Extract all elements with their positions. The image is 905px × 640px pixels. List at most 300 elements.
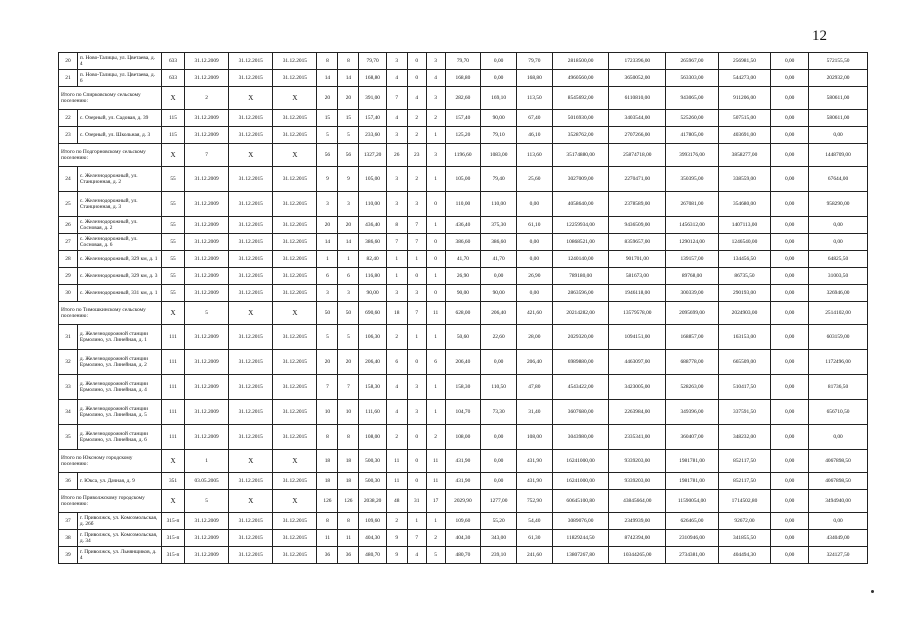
value-cell-c5: 1 <box>317 251 338 268</box>
value-cell-c14: 789180,00 <box>552 268 609 285</box>
value-cell-c12: 1083,00 <box>481 144 517 167</box>
value-cell-c4: 31.12.2015 <box>273 473 317 490</box>
value-cell-c14: 2863596,00 <box>552 285 609 302</box>
value-cell-c19: 2514102,00 <box>809 302 868 325</box>
value-cell-c12: 41,70 <box>481 251 517 268</box>
value-cell-c1: 55 <box>161 234 184 251</box>
value-cell-c6: 10 <box>338 400 359 425</box>
resettlement-table-container <box>58 52 868 564</box>
value-cell-c18: 0,00 <box>771 251 809 268</box>
value-cell-c18: 0,00 <box>771 400 809 425</box>
value-cell-c8: 3 <box>386 192 407 217</box>
value-cell-c1: 111 <box>161 325 184 350</box>
value-cell-c10: 6 <box>426 350 445 375</box>
value-cell-c10: 11 <box>426 302 445 325</box>
value-cell-c12: 0,00 <box>481 53 517 70</box>
page-number: 12 <box>812 28 827 44</box>
value-cell-c15: 9339203,00 <box>609 473 666 490</box>
value-cell-c2: 31.12.2009 <box>185 251 229 268</box>
value-cell-c14: 2818500,00 <box>552 53 609 70</box>
value-cell-c12: 206,40 <box>481 302 517 325</box>
value-cell-c11: 404,30 <box>445 530 481 547</box>
address-cell: с. Озерный, ул. Садовая, д. 39 <box>77 110 161 127</box>
value-cell-c7: 116,80 <box>359 268 386 285</box>
value-cell-c13: 108,00 <box>517 425 553 450</box>
value-cell-c14: 4960560,00 <box>552 70 609 87</box>
value-cell-c14: 1240140,00 <box>552 251 609 268</box>
value-cell-c7: 109,60 <box>359 513 386 530</box>
value-cell-c4: 31.12.2015 <box>273 350 317 375</box>
value-cell-c12: 110,00 <box>481 192 517 217</box>
value-cell-c2: 31.12.2009 <box>185 110 229 127</box>
value-cell-c1: 315-п <box>161 547 184 564</box>
value-cell-c13: 0,00 <box>517 285 553 302</box>
table-row <box>59 513 868 530</box>
value-cell-c9: 0 <box>407 350 426 375</box>
value-cell-c4: 31.12.2015 <box>273 127 317 144</box>
value-cell-c16: 2310946,00 <box>666 530 719 547</box>
value-cell-c4: 31.12.2015 <box>273 547 317 564</box>
value-cell-c1: 55 <box>161 251 184 268</box>
value-cell-c8: 1 <box>386 268 407 285</box>
value-cell-c14: 20214282,00 <box>552 302 609 325</box>
value-cell-c11: 480,70 <box>445 547 481 564</box>
value-cell-c19: 67644,00 <box>809 167 868 192</box>
address-cell: д. Железнодорожной станции Ермолино, ул. Линейная, д. 5 <box>77 400 161 425</box>
value-cell-c16: 89768,00 <box>666 268 719 285</box>
value-cell-c15: 4463097,00 <box>609 350 666 375</box>
value-cell-c11: 628,00 <box>445 302 481 325</box>
value-cell-c12: 0,00 <box>481 473 517 490</box>
value-cell-c17: 3858277,00 <box>718 144 771 167</box>
value-cell-c8: 7 <box>386 87 407 110</box>
value-cell-c5: 8 <box>317 513 338 530</box>
value-cell-c16: 1981781,00 <box>666 450 719 473</box>
value-cell-c9: 2 <box>407 127 426 144</box>
value-cell-c7: 500,30 <box>359 473 386 490</box>
value-cell-c9: 3 <box>407 400 426 425</box>
subtotal-label: Итого по Юксному городскому поселению: <box>59 450 162 473</box>
value-cell-c17: 404494,30 <box>718 547 771 564</box>
value-cell-c18: 0,00 <box>771 87 809 110</box>
table-row <box>59 234 868 251</box>
value-cell-c3: 31.12.2015 <box>229 375 273 400</box>
value-cell-c12: 0,00 <box>481 425 517 450</box>
value-cell-c10: 0 <box>426 234 445 251</box>
value-cell-c17: 256981,50 <box>718 53 771 70</box>
value-cell-c9: 0 <box>407 268 426 285</box>
value-cell-c16: 350395,00 <box>666 167 719 192</box>
value-cell-c2: 31.12.2009 <box>185 53 229 70</box>
row-number-cell: 30 <box>59 285 78 302</box>
value-cell-c17: 510417,50 <box>718 375 771 400</box>
value-cell-c6: 15 <box>338 110 359 127</box>
value-cell-c6: 9 <box>338 167 359 192</box>
value-cell-c8: 4 <box>386 70 407 87</box>
row-number-cell: 23 <box>59 127 78 144</box>
value-cell-c3: 31.12.2015 <box>229 547 273 564</box>
value-cell-c12: 0,00 <box>481 70 517 87</box>
value-cell-c14: 11829244,50 <box>552 530 609 547</box>
value-cell-c3: 31.12.2015 <box>229 167 273 192</box>
value-cell-c9: 7 <box>407 530 426 547</box>
value-cell-c6: 5 <box>338 325 359 350</box>
value-cell-c3: X <box>229 302 273 325</box>
value-cell-c17: 507515,00 <box>718 110 771 127</box>
value-cell-c4: 31.12.2015 <box>273 70 317 87</box>
value-cell-c14: 3043980,00 <box>552 425 609 450</box>
value-cell-c17: 348232,00 <box>718 425 771 450</box>
value-cell-c16: 2095699,00 <box>666 302 719 325</box>
value-cell-c5: 14 <box>317 70 338 87</box>
value-cell-c13: 28,00 <box>517 325 553 350</box>
value-cell-c7: 690,60 <box>359 302 386 325</box>
value-cell-c11: 431,90 <box>445 450 481 473</box>
table-row <box>59 325 868 350</box>
value-cell-c17: 134456,50 <box>718 251 771 268</box>
table-row <box>59 530 868 547</box>
row-number-cell: 38 <box>59 530 78 547</box>
value-cell-c9: 0 <box>407 425 426 450</box>
value-cell-c4: X <box>273 490 317 513</box>
value-cell-c13: 61,10 <box>517 217 553 234</box>
value-cell-c5: 18 <box>317 450 338 473</box>
value-cell-c13: 47,80 <box>517 375 553 400</box>
value-cell-c15: 901701,00 <box>609 251 666 268</box>
value-cell-c18: 0,00 <box>771 547 809 564</box>
value-cell-c5: 18 <box>317 473 338 490</box>
table-row <box>59 268 868 285</box>
value-cell-c4: X <box>273 87 317 110</box>
value-cell-c17: 1246540,00 <box>718 234 771 251</box>
value-cell-c6: 3 <box>338 285 359 302</box>
value-cell-c2: 31.12.2009 <box>185 375 229 400</box>
value-cell-c9: 3 <box>407 375 426 400</box>
value-cell-c2: 31.12.2009 <box>185 285 229 302</box>
value-cell-c13: 431,90 <box>517 450 553 473</box>
value-cell-c8: 9 <box>386 547 407 564</box>
value-cell-c1: 111 <box>161 350 184 375</box>
value-cell-c11: 79,70 <box>445 53 481 70</box>
row-number-cell: 21 <box>59 70 78 87</box>
value-cell-c4: X <box>273 450 317 473</box>
value-cell-c15: 6110810,00 <box>609 87 666 110</box>
value-cell-c13: 206,40 <box>517 350 553 375</box>
value-cell-c11: 158,30 <box>445 375 481 400</box>
value-cell-c19: 324127,50 <box>809 547 868 564</box>
address-cell: с. Железнодорожный, 331 км, д. 1 <box>77 285 161 302</box>
value-cell-c5: 9 <box>317 167 338 192</box>
value-cell-c14: 2029320,00 <box>552 325 609 350</box>
value-cell-c2: 31.12.2009 <box>185 513 229 530</box>
value-cell-c1: 55 <box>161 167 184 192</box>
value-cell-c1: 351 <box>161 473 184 490</box>
value-cell-c3: 31.12.2015 <box>229 110 273 127</box>
value-cell-c5: 56 <box>317 144 338 167</box>
value-cell-c17: 852117,50 <box>718 450 771 473</box>
value-cell-c4: X <box>273 302 317 325</box>
value-cell-c10: 3 <box>426 144 445 167</box>
value-cell-c15: 2378589,00 <box>609 192 666 217</box>
value-cell-c2: 31.12.2009 <box>185 70 229 87</box>
value-cell-c9: 1 <box>407 325 426 350</box>
value-cell-c3: 31.12.2015 <box>229 192 273 217</box>
value-cell-c14: 35174880,00 <box>552 144 609 167</box>
value-cell-c8: 4 <box>386 375 407 400</box>
value-cell-c12: 343,00 <box>481 530 517 547</box>
value-cell-c4: 31.12.2015 <box>273 53 317 70</box>
value-cell-c15: 1094151,00 <box>609 325 666 350</box>
value-cell-c3: 31.12.2015 <box>229 217 273 234</box>
value-cell-c13: 54,40 <box>517 513 553 530</box>
value-cell-c6: 20 <box>338 87 359 110</box>
value-cell-c12: 73,30 <box>481 400 517 425</box>
value-cell-c8: 3 <box>386 127 407 144</box>
value-cell-c5: 15 <box>317 110 338 127</box>
subtotal-row <box>59 144 868 167</box>
value-cell-c11: 168,80 <box>445 70 481 87</box>
value-cell-c18: 0,00 <box>771 167 809 192</box>
value-cell-c9: 2 <box>407 167 426 192</box>
value-cell-c19: 580611,00 <box>809 110 868 127</box>
value-cell-c13: 752,90 <box>517 490 553 513</box>
value-cell-c7: 110,00 <box>359 192 386 217</box>
value-cell-c11: 2029,90 <box>445 490 481 513</box>
value-cell-c14: 13807267,80 <box>552 547 609 564</box>
value-cell-c3: 31.12.2015 <box>229 70 273 87</box>
table-row <box>59 70 868 87</box>
value-cell-c5: 8 <box>317 53 338 70</box>
value-cell-c1: 633 <box>161 70 184 87</box>
value-cell-c2: 31.12.2009 <box>185 234 229 251</box>
value-cell-c16: 943065,00 <box>666 87 719 110</box>
value-cell-c4: 31.12.2015 <box>273 285 317 302</box>
value-cell-c10: 1 <box>426 127 445 144</box>
value-cell-c15: 2270471,00 <box>609 167 666 192</box>
value-cell-c17: 337591,50 <box>718 400 771 425</box>
value-cell-c9: 4 <box>407 87 426 110</box>
value-cell-c16: 525260,00 <box>666 110 719 127</box>
address-cell: с. Железнодорожный, 329 км, д. 3 <box>77 268 161 285</box>
value-cell-c16: 563303,00 <box>666 70 719 87</box>
value-cell-c2: 2 <box>185 87 229 110</box>
value-cell-c8: 1 <box>386 251 407 268</box>
value-cell-c17: 2024903,00 <box>718 302 771 325</box>
value-cell-c8: 3 <box>386 167 407 192</box>
table-row <box>59 350 868 375</box>
value-cell-c2: 31.12.2009 <box>185 217 229 234</box>
value-cell-c10: 11 <box>426 473 445 490</box>
value-cell-c7: 500,30 <box>359 450 386 473</box>
value-cell-c16: 1456312,00 <box>666 217 719 234</box>
value-cell-c16: 626465,00 <box>666 513 719 530</box>
value-cell-c6: 7 <box>338 375 359 400</box>
value-cell-c13: 0,00 <box>517 192 553 217</box>
value-cell-c7: 90,00 <box>359 285 386 302</box>
value-cell-c19: 0,00 <box>809 127 868 144</box>
value-cell-c8: 48 <box>386 490 407 513</box>
address-cell: п. Ново-Талицы, ул. Цветаева, д. 6 <box>77 70 161 87</box>
value-cell-c11: 50,60 <box>445 325 481 350</box>
value-cell-c6: 1 <box>338 251 359 268</box>
value-cell-c10: 1 <box>426 375 445 400</box>
value-cell-c9: 1 <box>407 513 426 530</box>
value-cell-c7: 105,00 <box>359 167 386 192</box>
value-cell-c12: 1277,00 <box>481 490 517 513</box>
value-cell-c14: 16241000,00 <box>552 450 609 473</box>
value-cell-c14: 6989880,00 <box>552 350 609 375</box>
value-cell-c1: 315-п <box>161 513 184 530</box>
scan-mark <box>871 590 874 593</box>
value-cell-c7: 106,30 <box>359 325 386 350</box>
value-cell-c12: 0,00 <box>481 268 517 285</box>
value-cell-c1: 111 <box>161 425 184 450</box>
value-cell-c6: 50 <box>338 302 359 325</box>
value-cell-c5: 7 <box>317 375 338 400</box>
subtotal-label: Итого по Спирковскому сельскому поселению: <box>59 87 162 110</box>
value-cell-c2: 03.05.2005 <box>185 473 229 490</box>
value-cell-c8: 11 <box>386 473 407 490</box>
row-number-cell: 28 <box>59 251 78 268</box>
value-cell-c18: 0,00 <box>771 192 809 217</box>
value-cell-c16: 1981781,00 <box>666 473 719 490</box>
value-cell-c10: 2 <box>426 425 445 450</box>
value-cell-c7: 233,60 <box>359 127 386 144</box>
value-cell-c8: 9 <box>386 530 407 547</box>
table-row <box>59 167 868 192</box>
value-cell-c15: 3650052,00 <box>609 70 666 87</box>
value-cell-c2: 5 <box>185 302 229 325</box>
value-cell-c4: 31.12.2015 <box>273 217 317 234</box>
value-cell-c5: 6 <box>317 268 338 285</box>
row-number-cell: 33 <box>59 375 78 400</box>
value-cell-c1: 115 <box>161 127 184 144</box>
value-cell-c8: 2 <box>386 513 407 530</box>
value-cell-c5: 20 <box>317 350 338 375</box>
value-cell-c4: 31.12.2015 <box>273 375 317 400</box>
row-number-cell: 34 <box>59 400 78 425</box>
value-cell-c2: 31.12.2009 <box>185 400 229 425</box>
value-cell-c6: 8 <box>338 513 359 530</box>
value-cell-c15: 1723396,00 <box>609 53 666 70</box>
value-cell-c3: 31.12.2015 <box>229 234 273 251</box>
value-cell-c12: 0,00 <box>481 450 517 473</box>
value-cell-c10: 1 <box>426 325 445 350</box>
value-cell-c18: 0,00 <box>771 375 809 400</box>
value-cell-c9: 0 <box>407 53 426 70</box>
value-cell-c3: 31.12.2015 <box>229 53 273 70</box>
value-cell-c13: 168,80 <box>517 70 553 87</box>
value-cell-c16: 688778,00 <box>666 350 719 375</box>
value-cell-c17: 403691,00 <box>718 127 771 144</box>
value-cell-c7: 111,60 <box>359 400 386 425</box>
value-cell-c9: 7 <box>407 217 426 234</box>
value-cell-c14: 8545692,00 <box>552 87 609 110</box>
value-cell-c17: 911206,00 <box>718 87 771 110</box>
value-cell-c3: 31.12.2015 <box>229 473 273 490</box>
value-cell-c8: 2 <box>386 425 407 450</box>
value-cell-c11: 104,70 <box>445 400 481 425</box>
address-cell: г. Приволжск, ул. Льнянщиков, д. 4 <box>77 547 161 564</box>
value-cell-c14: 4058640,00 <box>552 192 609 217</box>
value-cell-c11: 110,00 <box>445 192 481 217</box>
value-cell-c18: 0,00 <box>771 217 809 234</box>
value-cell-c9: 0 <box>407 473 426 490</box>
value-cell-c3: 31.12.2015 <box>229 530 273 547</box>
value-cell-c7: 168,80 <box>359 70 386 87</box>
value-cell-c16: 267081,00 <box>666 192 719 217</box>
value-cell-c12: 22,60 <box>481 325 517 350</box>
value-cell-c18: 0,00 <box>771 490 809 513</box>
value-cell-c4: 31.12.2015 <box>273 251 317 268</box>
value-cell-c14: 3089076,00 <box>552 513 609 530</box>
value-cell-c5: 5 <box>317 325 338 350</box>
value-cell-c13: 31,40 <box>517 400 553 425</box>
value-cell-c7: 108,00 <box>359 425 386 450</box>
value-cell-c19: 656710,50 <box>809 400 868 425</box>
value-cell-c6: 36 <box>338 547 359 564</box>
value-cell-c3: 31.12.2015 <box>229 127 273 144</box>
table-row <box>59 425 868 450</box>
value-cell-c2: 31.12.2009 <box>185 425 229 450</box>
value-cell-c1: X <box>161 302 184 325</box>
table-row <box>59 192 868 217</box>
value-cell-c19: 434049,00 <box>809 530 868 547</box>
value-cell-c6: 14 <box>338 234 359 251</box>
value-cell-c14: 12259934,00 <box>552 217 609 234</box>
value-cell-c16: 11590054,00 <box>666 490 719 513</box>
value-cell-c18: 0,00 <box>771 234 809 251</box>
value-cell-c12: 169,10 <box>481 87 517 110</box>
value-cell-c3: X <box>229 144 273 167</box>
value-cell-c18: 0,00 <box>771 53 809 70</box>
value-cell-c18: 0,00 <box>771 285 809 302</box>
value-cell-c8: 3 <box>386 53 407 70</box>
value-cell-c8: 3 <box>386 285 407 302</box>
value-cell-c10: 1 <box>426 167 445 192</box>
value-cell-c17: 86735,50 <box>718 268 771 285</box>
value-cell-c14: 10868521,00 <box>552 234 609 251</box>
row-number-cell: 22 <box>59 110 78 127</box>
value-cell-c10: 11 <box>426 450 445 473</box>
address-cell: п. Ново-Талицы, ул. Цветаева, д. 4 <box>77 53 161 70</box>
value-cell-c18: 0,00 <box>771 513 809 530</box>
value-cell-c15: 10344265,00 <box>609 547 666 564</box>
table-row <box>59 110 868 127</box>
value-cell-c11: 386,60 <box>445 234 481 251</box>
value-cell-c12: 90,00 <box>481 285 517 302</box>
value-cell-c6: 126 <box>338 490 359 513</box>
value-cell-c19: 1448709,00 <box>809 144 868 167</box>
value-cell-c17: 354680,00 <box>718 192 771 217</box>
value-cell-c6: 56 <box>338 144 359 167</box>
row-number-cell: 32 <box>59 350 78 375</box>
value-cell-c11: 206,40 <box>445 350 481 375</box>
value-cell-c16: 1290124,00 <box>666 234 719 251</box>
value-cell-c10: 17 <box>426 490 445 513</box>
value-cell-c11: 105,00 <box>445 167 481 192</box>
value-cell-c4: 31.12.2015 <box>273 234 317 251</box>
value-cell-c8: 2 <box>386 325 407 350</box>
address-cell: с. Железнодорожный, ул. Сосновая, д. 2 <box>77 217 161 234</box>
value-cell-c5: 8 <box>317 425 338 450</box>
value-cell-c9: 0 <box>407 450 426 473</box>
address-cell: г. Юкса, ул. Дачная, д. 9 <box>77 473 161 490</box>
table-row <box>59 400 868 425</box>
value-cell-c19: 326946,00 <box>809 285 868 302</box>
value-cell-c4: 31.12.2015 <box>273 325 317 350</box>
row-number-cell: 37 <box>59 513 78 530</box>
